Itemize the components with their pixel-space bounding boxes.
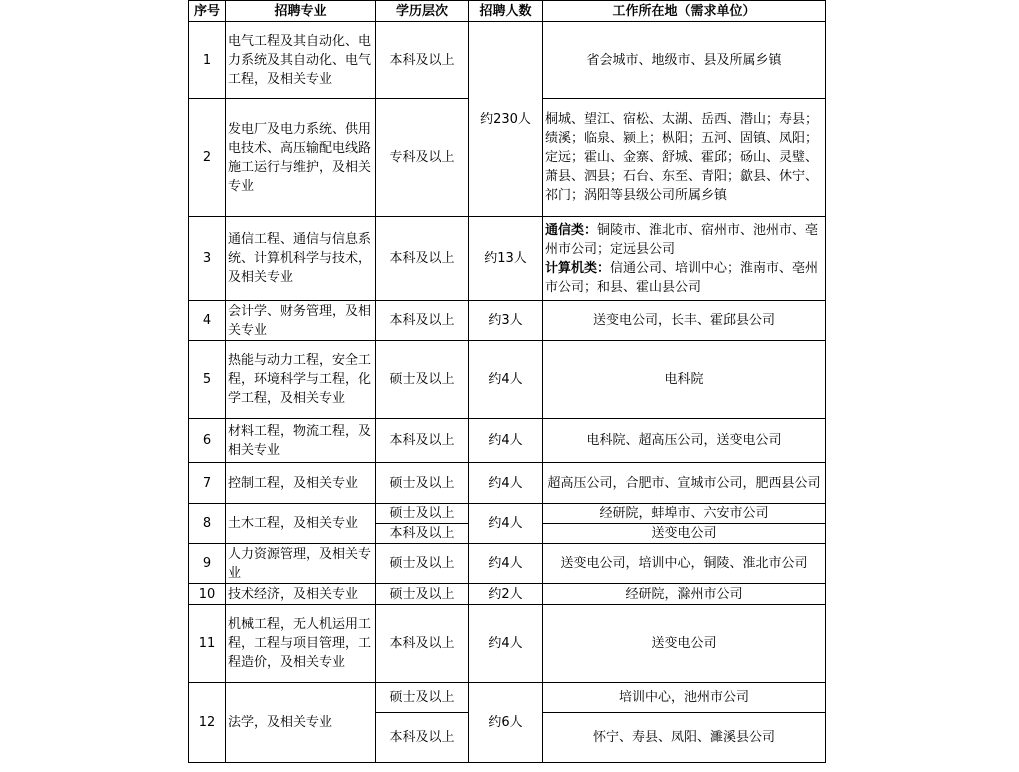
education-cell: 硕士及以上	[376, 341, 469, 419]
location-cell: 送变电公司，长丰、霍邱县公司	[543, 301, 826, 341]
education-cell: 硕士及以上	[376, 504, 469, 524]
education-cell: 硕士及以上	[376, 463, 469, 504]
count-cell: 约4人	[469, 504, 543, 544]
location-cell: 经研院，滁州市公司	[543, 584, 826, 605]
row-number: 1	[189, 22, 226, 99]
location-cell	[543, 217, 826, 301]
count-cell: 约4人	[469, 544, 543, 584]
location-cell: 电科院、超高压公司，送变电公司	[543, 419, 826, 463]
loc-category-label: 通信类：	[545, 222, 598, 238]
table-row	[189, 683, 826, 713]
major-cell: 法学，及相关专业	[226, 683, 376, 763]
major-cell: 通信工程、通信与信息系统、计算机科学与技术，及相关专业	[226, 217, 376, 301]
education-cell: 本科及以上	[376, 301, 469, 341]
row-number: 6	[189, 419, 226, 463]
row-number: 2	[189, 99, 226, 217]
count-cell: 约4人	[469, 341, 543, 419]
table-row	[189, 463, 826, 504]
education-cell: 本科及以上	[376, 605, 469, 683]
education-cell: 专科及以上	[376, 99, 469, 217]
education-cell: 硕士及以上	[376, 584, 469, 605]
count-cell: 约6人	[469, 683, 543, 763]
row-number: 9	[189, 544, 226, 584]
count-cell: 约4人	[469, 605, 543, 683]
education-cell: 本科及以上	[376, 419, 469, 463]
table-row	[189, 217, 826, 301]
count-cell: 约3人	[469, 301, 543, 341]
major-cell: 发电厂及电力系统、供用电技术、高压输配电线路施工运行与维护，及相关专业	[226, 99, 376, 217]
location-cell: 送变电公司	[543, 605, 826, 683]
loc-category-label: 计算机类：	[545, 260, 611, 276]
location-cell: 桐城、望江、宿松、太湖、岳西、潜山；寿县；绩溪；临泉、颍上；枞阳；五河、固镇、凤阳；定远；霍山、金寨、舒城、霍邱；砀山、灵璧、萧县、泗县；石台、东至、青阳；歙县、休宁、祁门；涡阳等县级公司所属乡镇	[543, 99, 826, 217]
education-cell: 本科及以上	[376, 713, 469, 763]
count-cell: 约13人	[469, 217, 543, 301]
education-cell: 硕士及以上	[376, 683, 469, 713]
row-number: 12	[189, 683, 226, 763]
table-row	[189, 419, 826, 463]
row-number: 11	[189, 605, 226, 683]
education-cell: 本科及以上	[376, 524, 469, 544]
header-education: 学历层次	[376, 1, 469, 22]
table-row	[189, 605, 826, 683]
major-cell: 机械工程，无人机运用工程，工程与项目管理，工程造价，及相关专业	[226, 605, 376, 683]
header-count: 招聘人数	[469, 1, 543, 22]
count-cell: 约230人	[469, 22, 543, 217]
table-row	[189, 301, 826, 341]
row-number: 5	[189, 341, 226, 419]
table-row	[189, 341, 826, 419]
header-major: 招聘专业	[226, 1, 376, 22]
row-number: 8	[189, 504, 226, 544]
table-row	[189, 22, 826, 99]
header-row	[189, 1, 826, 22]
row-number: 3	[189, 217, 226, 301]
row-number: 10	[189, 584, 226, 605]
major-cell: 人力资源管理，及相关专业	[226, 544, 376, 584]
location-cell: 电科院	[543, 341, 826, 419]
education-cell: 硕士及以上	[376, 544, 469, 584]
major-cell: 电气工程及其自动化、电力系统及其自动化、电气工程，及相关专业	[226, 22, 376, 99]
location-cell: 超高压公司，合肥市、宣城市公司，肥西县公司	[543, 463, 826, 504]
major-cell: 土木工程，及相关专业	[226, 504, 376, 544]
location-cell: 送变电公司，培训中心，铜陵、淮北市公司	[543, 544, 826, 584]
location-cell: 送变电公司	[543, 524, 826, 544]
table-row	[189, 504, 826, 524]
major-cell: 技术经济，及相关专业	[226, 584, 376, 605]
recruitment-table	[188, 0, 826, 763]
row-number: 7	[189, 463, 226, 504]
location-cell: 培训中心，池州市公司	[543, 683, 826, 713]
major-cell: 控制工程，及相关专业	[226, 463, 376, 504]
major-cell: 材料工程，物流工程，及相关专业	[226, 419, 376, 463]
major-cell: 热能与动力工程，安全工程，环境科学与工程，化学工程，及相关专业	[226, 341, 376, 419]
count-cell: 约2人	[469, 584, 543, 605]
header-location: 工作所在地（需求单位）	[543, 1, 826, 22]
loc-category-text: 信通公司、培训中心；淮南市、亳州市公司；和县、霍山县公司	[545, 260, 819, 295]
education-cell: 本科及以上	[376, 22, 469, 99]
header-no: 序号	[189, 1, 226, 22]
location-cell: 怀宁、寿县、凤阳、濉溪县公司	[543, 713, 826, 763]
major-cell: 会计学、财务管理，及相关专业	[226, 301, 376, 341]
education-cell: 本科及以上	[376, 217, 469, 301]
table-row	[189, 544, 826, 584]
location-cell: 经研院，蚌埠市、六安市公司	[543, 504, 826, 524]
table-row	[189, 584, 826, 605]
count-cell: 约4人	[469, 419, 543, 463]
loc-category-text: 铜陵市、淮北市、宿州市、池州市、亳州市公司；定远县公司	[545, 222, 819, 257]
row-number: 4	[189, 301, 226, 341]
location-cell: 省会城市、地级市、县及所属乡镇	[543, 22, 826, 99]
count-cell: 约4人	[469, 463, 543, 504]
